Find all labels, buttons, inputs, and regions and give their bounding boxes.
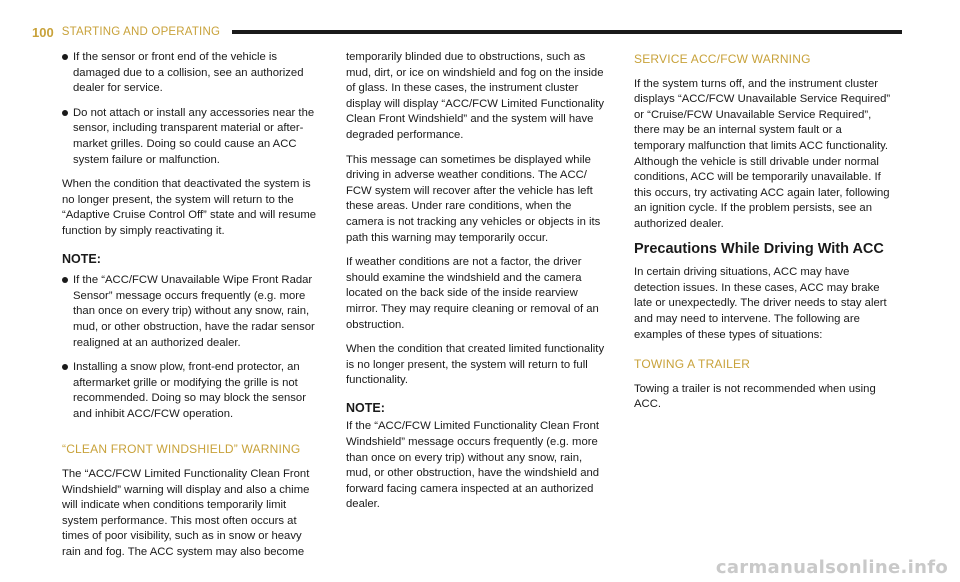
page-header <box>32 22 902 42</box>
bullet-text: If the “ACC/FCW Unavailable Wipe Front Radar Sensor” message occurs frequently (e.g. more than once on every trip) without any snow, rain, mud, or other obstruction, have the radar sensor realigned at an authorized dealer. <box>73 274 315 349</box>
paragraph: In certain driving situations, ACC may have detection issues. In these cases, ACC may brake late or unexpectedly. The driver needs to stay alert and may need to intervene. The following are examples of these types of situations: <box>634 266 887 341</box>
section-heading-large: Precautions While Driving With ACC <box>634 240 884 257</box>
watermark: carmanualsonline.info <box>715 557 948 578</box>
section-title: STARTING AND OPERATING <box>61 26 221 38</box>
paragraph: Towing a trailer is not recommended when using ACC. <box>634 382 876 411</box>
paragraph: If the system turns off, and the instrument cluster displays “ACC/FCW Unavailable Service Required” or “Cruise/FCW Unavailable Service Required”, there may be an internal system fault or a temporary malfunction that limits ACC functionality. Although the vehicle is still drivable under normal conditions, ACC will be temporarily unavailable. If this occurs, try activating ACC again later, following an ignition cycle. If the problem persists, see an authorized dealer. <box>634 77 891 230</box>
paragraph: If weather conditions are not a factor, the driver should examine the windshield and the camera located on the back side of the inside rearview mirror. They may require cleaning or removal of an obstruction. <box>346 256 599 331</box>
bullet-item <box>62 50 322 97</box>
bullet-item <box>62 106 322 168</box>
section-heading: SERVICE ACC/FCW WARNING <box>634 52 811 66</box>
header-rule <box>232 30 902 34</box>
bullet-item <box>62 360 322 422</box>
note-label: NOTE: <box>346 400 385 415</box>
paragraph: temporarily blinded due to obstructions, such as mud, dirt, or ice on windshield and fog on the inside of glass. In these cases, the instrument cluster display will display “ACC/FCW Limited Functionality Clean Front Windshield” and the system will have degraded performance. <box>346 51 605 141</box>
column-2 <box>346 50 606 522</box>
bullet-icon <box>62 364 68 370</box>
bullet-text: Do not attach or install any accessories near the sensor, including transparent material or after-market grilles. Doing so could cause an ACC system failure or malfunction. <box>73 106 315 166</box>
bullet-icon <box>62 277 68 283</box>
paragraph: The “ACC/FCW Limited Functionality Clean Front Windshield” warning will display and also a chime will indicate when conditions temporarily limit system performance. This most often occurs at times of poor visibility, such as in snow or heavy rain and fog. The ACC system may also become <box>62 468 310 559</box>
bullet-icon <box>62 110 68 116</box>
paragraph: When the condition that deactivated the system is no longer present, the system will return to the “Adaptive Cruise Control Off” state and will resume function by simply reactivating it. <box>62 178 317 237</box>
note-text: If the “ACC/FCW Limited Functionality Clean Front Windshield” message occurs frequently (e.g. more than once on every trip) without any snow, rain, mud, or other obstruction, have the windshield and forward facing camera inspected at an authorized dealer. <box>346 420 600 511</box>
column-3 <box>634 50 894 422</box>
bullet-item <box>62 273 322 351</box>
bullet-icon <box>62 54 68 60</box>
paragraph: When the condition that created limited functionality is no longer present, the system will return to full functionality. <box>346 343 605 387</box>
paragraph: This message can sometimes be displayed while driving in adverse weather conditions. The ACC/ FCW system will recover after the vehicle has left these areas. Under rare conditions, when the camera is not tracking any vehicles or objects in its path this warning may temporarily occur. <box>346 153 601 244</box>
section-heading: TOWING A TRAILER <box>634 357 751 372</box>
column-1 <box>62 50 322 570</box>
bullet-text: If the sensor or front end of the vehicle is damaged due to a collision, see an authorized dealer for service. <box>73 51 304 95</box>
section-heading: “CLEAN FRONT WINDSHIELD” WARNING <box>62 442 301 457</box>
bullet-text: Installing a snow plow, front-end protector, an aftermarket grille or modifying the grille is not recommended. Doing so may block the sensor and inhibit ACC/FCW operation. <box>73 361 306 420</box>
page-number: 100 <box>32 24 54 40</box>
note-label: NOTE: <box>62 251 101 266</box>
